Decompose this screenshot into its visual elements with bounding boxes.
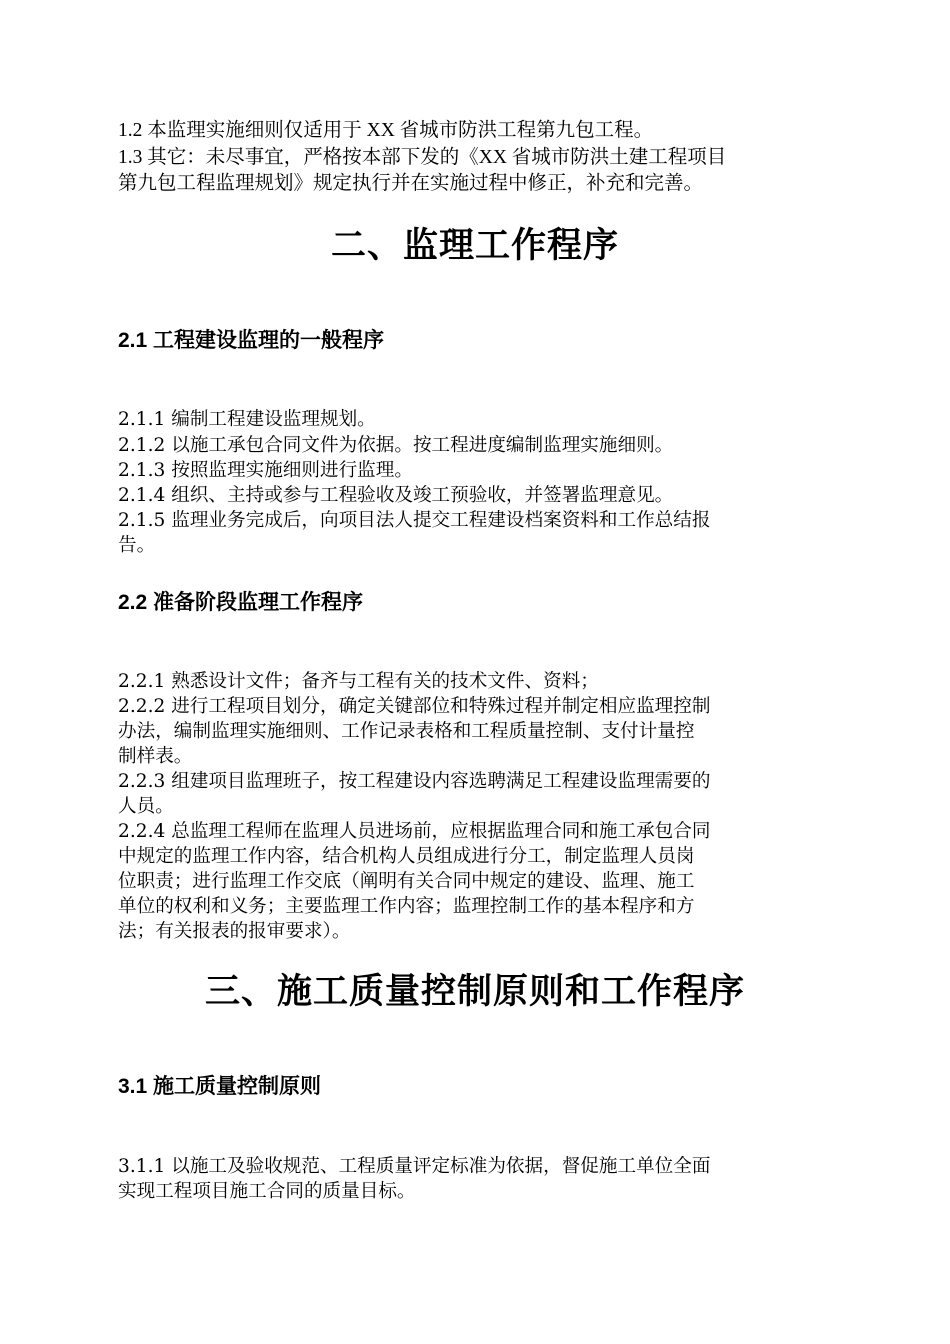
section-2-2-line: 2.2.3 组建项目监理班子，按工程建设内容选聘满足工程建设监理需要的	[118, 771, 711, 792]
chapter-2-title: 二、监理工作程序	[330, 226, 619, 266]
intro-line-3: 第九包工程监理规划》规定执行并在实施过程中修正，补充和完善。	[118, 173, 704, 194]
section-2-2-line: 2.2.4 总监理工程师在监理人员进场前，应根据监理合同和施工承包合同	[118, 821, 711, 842]
section-3-1-line: 3.1.1 以施工及验收规范、工程质量评定标准为依据，督促施工单位全面	[118, 1156, 711, 1177]
section-3-1-heading: 3.1 施工质量控制原则	[118, 1075, 322, 1098]
section-2-1-line: 2.1.1 编制工程建设监理规划。	[118, 409, 376, 430]
section-2-1-line: 2.1.4 组织、主持或参与工程验收及竣工预验收，并签署监理意见。	[118, 485, 674, 506]
section-2-2-line: 人员。	[118, 796, 174, 817]
section-2-2-line: 单位的权利和义务；主要监理工作内容；监理控制工作的基本程序和方	[118, 896, 695, 917]
intro-line-1: 1.2 本监理实施细则仅适用于 XX 省城市防洪工程第九包工程。	[118, 120, 654, 141]
section-2-2-line: 位职责；进行监理工作交底（阐明有关合同中规定的建设、监理、施工	[118, 871, 695, 892]
section-2-2-line: 2.2.1 熟悉设计文件；备齐与工程有关的技术文件、资料；	[118, 671, 599, 692]
section-3-1-line: 实现工程项目施工合同的质量目标。	[118, 1181, 416, 1202]
section-2-1-line: 2.1.5 监理业务完成后，向项目法人提交工程建设档案资料和工作总结报	[118, 510, 711, 531]
chapter-3-title: 三、施工质量控制原则和工作程序	[204, 972, 745, 1012]
section-2-2-line: 法；有关报表的报审要求）。	[118, 921, 351, 942]
section-2-1-line: 2.1.2 以施工承包合同文件为依据。按工程进度编制监理实施细则。	[118, 435, 674, 456]
section-2-2-line: 制样表。	[118, 746, 193, 767]
intro-line-2: 1.3 其它：未尽事宜，严格按本部下发的《XX 省城市防洪土建工程项目	[118, 147, 727, 168]
section-2-1-heading: 2.1 工程建设监理的一般程序	[118, 329, 385, 352]
section-2-2-line: 2.2.2 进行工程项目划分，确定关键部位和特殊过程并制定相应监理控制	[118, 696, 711, 717]
section-2-1-line: 2.1.3 按照监理实施细则进行监理。	[118, 460, 413, 481]
section-2-2-line: 办法，编制监理实施细则、工作记录表格和工程质量控制、支付计量控	[118, 721, 695, 742]
section-2-2-heading: 2.2 准备阶段监理工作程序	[118, 591, 364, 614]
section-2-1-line: 告。	[118, 535, 156, 556]
section-2-2-line: 中规定的监理工作内容，结合机构人员组成进行分工，制定监理人员岗	[118, 846, 695, 867]
